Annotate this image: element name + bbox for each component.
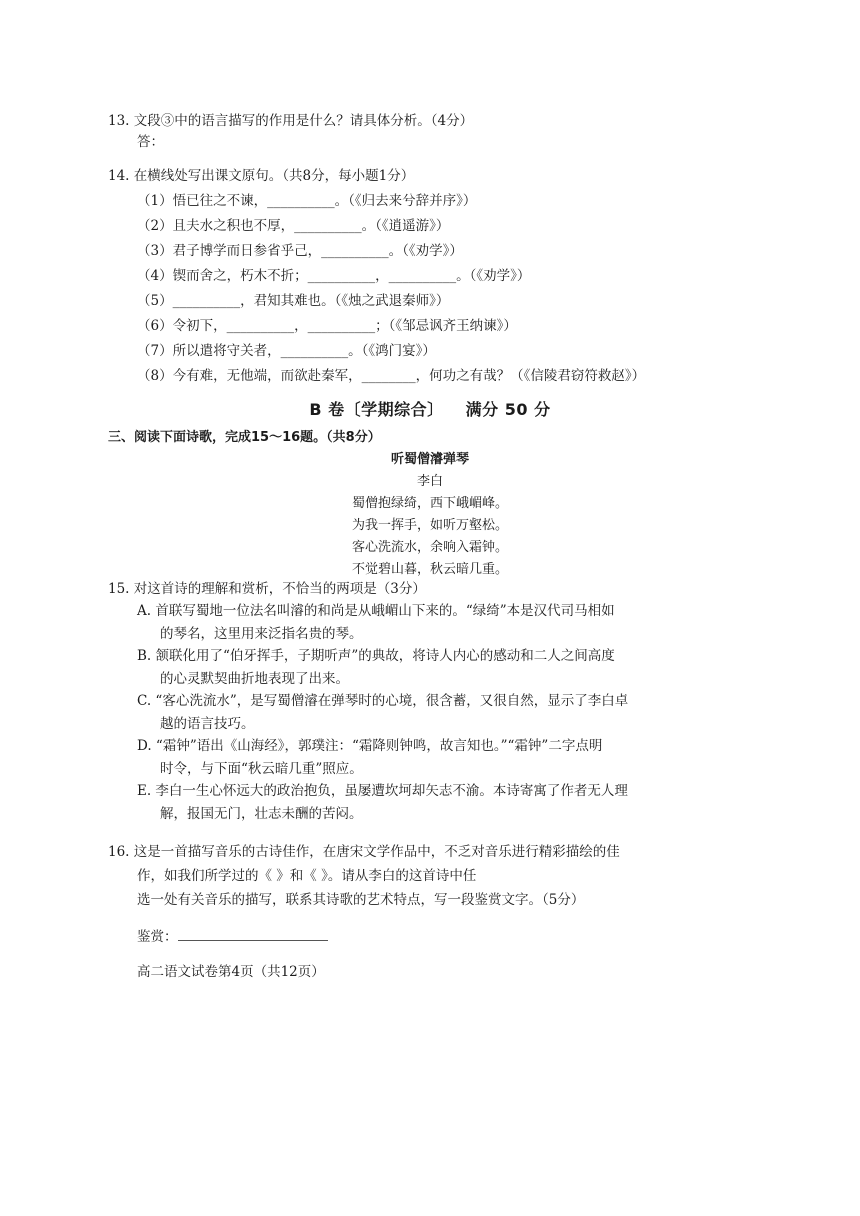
question-15-header: 15. 对这首诗的理解和赏析，不恰当的两项是（3分）	[108, 581, 426, 597]
part-3-header: 三、阅读下面诗歌，完成15～16题。（共8分）	[108, 430, 381, 445]
question-16-line: 选一处有关音乐的描写，联系其诗歌的艺术特点，写一段鉴赏文字。（5分）	[137, 892, 585, 908]
poem-line: 蜀僧抱绿绮，西下峨嵋峰。	[351, 496, 508, 511]
q14-item: （8）今有难，无他端，而欲赴秦军，________，何功之有哉？（《信陵君窃符救赵》）	[137, 368, 646, 384]
q15-option-b-cont: 的心灵默契曲折地表现了出来。	[160, 671, 349, 687]
question-13: 13. 文段③中的语言描写的作用是什么？请具体分析。（4分）	[108, 113, 474, 129]
section-b-name: B 卷〔学期综合〕	[309, 400, 444, 419]
question-16-answer	[137, 927, 328, 947]
q15-option-d-cont: 时令，与下面“秋云暗几重”照应。	[160, 761, 363, 777]
poem-line: 客心洗流水，余响入霜钟。	[351, 540, 508, 555]
q14-item: （1）悟已往之不谏，__________。（《归去来兮辞并序》）	[137, 193, 477, 209]
q15-option-c-cont: 越的语言技巧。	[160, 716, 255, 732]
q15-option-e: E. 李白一生心怀远大的政治抱负，虽屡遭坎坷却矢志不渝。本诗寄寓了作者无人理	[137, 783, 628, 799]
q15-option-a: A. 首联写蜀地一位法名叫濬的和尚是从峨嵋山下来的。“绿绮”本是汉代司马相如	[137, 603, 615, 619]
poem-line: 不觉碧山暮，秋云暗几重。	[351, 562, 508, 577]
question-13-answer-label: 答：	[137, 134, 164, 150]
q15-option-b: B. 颔联化用了“伯牙挥手，子期听声”的典故，将诗人内心的感动和二人之间高度	[137, 648, 615, 664]
poem-line: 为我一挥手，如听万壑松。	[351, 518, 508, 533]
poem-title: 听蜀僧濬弹琴	[390, 452, 469, 467]
page-footer: 高二语文试卷第4页（共12页）	[137, 964, 325, 980]
q15-option-a-cont: 的琴名，这里用来泛指名贵的琴。	[160, 626, 363, 642]
q14-item: （3）君子博学而日参省乎己，__________。（《劝学》）	[137, 243, 463, 259]
q15-option-d: D. “霜钟”语出《山海经》，郭璞注：“霜降则钟鸣，故言知也。”“霜钟”二字点明	[137, 738, 603, 754]
appreciation-label: 鉴赏：	[137, 929, 178, 945]
poem-author: 李白	[416, 474, 443, 489]
answer-blank	[178, 928, 328, 941]
q14-item: （5）__________，君知其难也。（《烛之武退秦师》）	[137, 293, 450, 309]
question-16-line: 16. 这是一首描写音乐的古诗佳作，在唐宋文学作品中，不乏对音乐进行精彩描绘的佳	[108, 844, 620, 860]
question-14-header: 14. 在横线处写出课文原句。（共8分，每小题1分）	[108, 168, 415, 184]
q15-option-e-cont: 解，报国无门，壮志未酬的苦闷。	[160, 806, 363, 822]
q14-item: （6）令初下，__________，__________；（《邹忌讽齐王纳谏》）	[137, 318, 517, 334]
q15-option-c: C. “客心洗流水”，是写蜀僧濬在弹琴时的心境，很含蓄，又很自然，显示了李白卓	[137, 693, 629, 709]
section-b-title	[0, 397, 860, 420]
q14-item: （2）且夫水之积也不厚，__________。（《逍遥游》）	[137, 218, 450, 234]
question-16-line: 作，如我们所学过的《 》和《 》。请从李白的这首诗中任	[137, 868, 477, 884]
q14-item: （7）所以遣将守关者，__________。（《鸿门宴》）	[137, 343, 436, 359]
q14-item: （4）锲而舍之，朽木不折；__________，__________。（《劝学》）	[137, 268, 531, 284]
section-b-score: 满分 50 分	[465, 400, 551, 419]
